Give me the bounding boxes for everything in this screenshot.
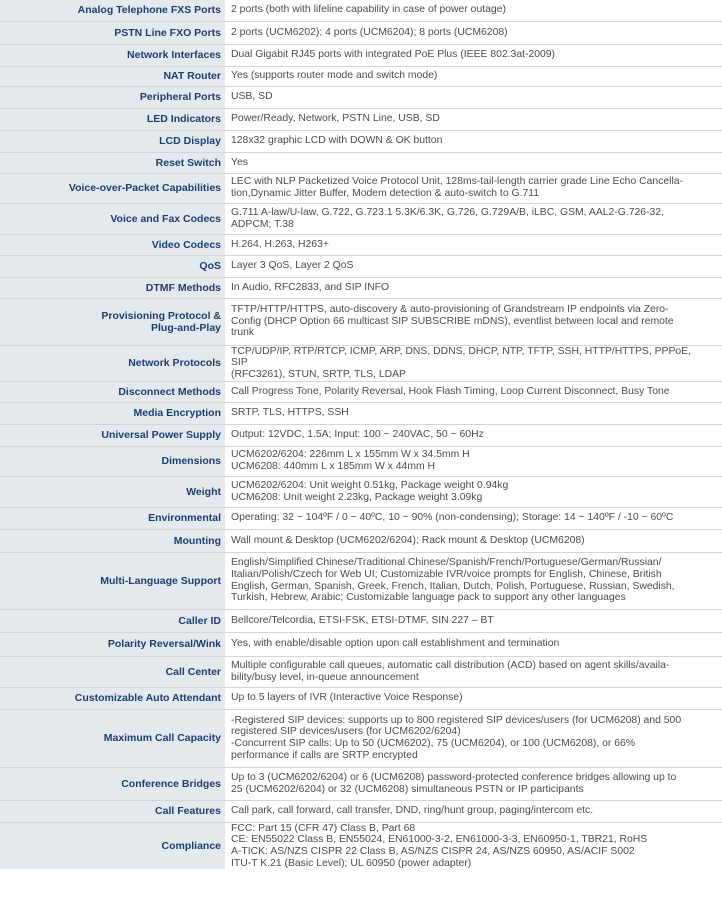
spec-label: DTMF Methods bbox=[0, 277, 225, 298]
spec-value: TCP/UDP/IP, RTP/RTCP, ICMP, ARP, DNS, DDNS, DHCP, NTP, TFTP, SSH, HTTP/HTTPS, PPPoE, SIP (RFC3261), STUN, SRTP, TLS, LDAP bbox=[225, 345, 722, 381]
spec-row bbox=[0, 656, 722, 687]
spec-value: Bellcore/Telcordia, ETSI-FSK, ETSI-DTMF, SIN 227 – BT bbox=[225, 609, 722, 632]
spec-row bbox=[0, 507, 722, 529]
spec-value: Up to 5 layers of IVR (Interactive Voice Response) bbox=[225, 687, 722, 709]
spec-row bbox=[0, 152, 722, 173]
spec-row bbox=[0, 632, 722, 656]
spec-row bbox=[0, 130, 722, 152]
spec-value: Call park, call forward, call transfer, DND, ring/hunt group, paging/intercom etc. bbox=[225, 800, 722, 822]
spec-row bbox=[0, 21, 722, 44]
spec-value: TFTP/HTTP/HTTPS, auto-discovery & auto-provisioning of Grandstream IP endpoints via Zero- Config (DHCP Option 66 multicast SIP SUBSCRIBE mDNS), eventlist between local and remote trunk bbox=[225, 298, 722, 345]
spec-label: Analog Telephone FXS Ports bbox=[0, 0, 225, 21]
spec-row bbox=[0, 66, 722, 86]
spec-value: In Audio, RFC2833, and SIP INFO bbox=[225, 277, 722, 298]
spec-label: Peripheral Ports bbox=[0, 86, 225, 108]
spec-row bbox=[0, 476, 722, 507]
spec-row bbox=[0, 424, 722, 446]
spec-value: Power/Ready, Network, PSTN Line, USB, SD bbox=[225, 108, 722, 130]
spec-label: Voice and Fax Codecs bbox=[0, 203, 225, 234]
spec-label: NAT Router bbox=[0, 66, 225, 86]
spec-label: Compliance bbox=[0, 822, 225, 869]
spec-value: Yes (supports router mode and switch mode) bbox=[225, 66, 722, 86]
spec-row bbox=[0, 822, 722, 869]
spec-value: English/Simplified Chinese/Traditional Chinese/Spanish/French/Portuguese/German/Russian/ Italian/Polish/Czech for Web UI; Customizable IVR/voice prompts for English, Chinese, British English, German, Spanish, Greek, French, Italian, Dutch, Polish, Portuguese, Russian, Swedish, Turkish, Hebrew, Arabic; Customizable language pack to support any other languages bbox=[225, 552, 722, 609]
spec-label: Environmental bbox=[0, 507, 225, 529]
spec-row bbox=[0, 609, 722, 632]
spec-label: Conference Bridges bbox=[0, 767, 225, 800]
spec-value: UCM6202/6204: 226mm L x 155mm W x 34.5mm H UCM6208: 440mm L x 185mm W x 44mm H bbox=[225, 446, 722, 476]
spec-label: Voice-over-Packet Capabilities bbox=[0, 173, 225, 203]
spec-label: Call Center bbox=[0, 656, 225, 687]
spec-value: FCC: Part 15 (CFR 47) Class B, Part 68 CE: EN55022 Class B, EN55024, EN61000-3-2, EN61000-3-3, EN60950-1, TBR21, RoHS A-TICK: AS/NZS CISPR 22 Class B, AS/NZS CISPR 24, AS/NZS 60950, AS/ACIF S002 ITU-T K.21 (Basic Level); UL 60950 (power adapter) bbox=[225, 822, 722, 869]
spec-label: Weight bbox=[0, 476, 225, 507]
spec-row bbox=[0, 298, 722, 345]
spec-value: Output: 12VDC, 1.5A; Input: 100 ~ 240VAC, 50 ~ 60Hz bbox=[225, 424, 722, 446]
spec-value: Dual Gigabit RJ45 ports with integrated PoE Plus (IEEE 802.3at-2009) bbox=[225, 44, 722, 66]
spec-row bbox=[0, 173, 722, 203]
spec-row bbox=[0, 44, 722, 66]
spec-label: PSTN Line FXO Ports bbox=[0, 21, 225, 44]
spec-value: UCM6202/6204: Unit weight 0.51kg, Package weight 0.94kg UCM6208: Unit weight 2.23kg, Package weight 3.09kg bbox=[225, 476, 722, 507]
spec-row bbox=[0, 709, 722, 767]
spec-row bbox=[0, 234, 722, 255]
spec-label: Call Features bbox=[0, 800, 225, 822]
spec-label: Polarity Reversal/Wink bbox=[0, 632, 225, 656]
spec-label: Media Encryption bbox=[0, 402, 225, 424]
spec-value: Yes bbox=[225, 152, 722, 173]
spec-row bbox=[0, 381, 722, 402]
spec-value: Multiple configurable call queues, automatic call distribution (ACD) based on agent skills/availa- bility/busy level, in-queue announcement bbox=[225, 656, 722, 687]
spec-row bbox=[0, 446, 722, 476]
spec-value: Yes, with enable/disable option upon call establishment and termination bbox=[225, 632, 722, 656]
spec-value: Layer 3 QoS, Layer 2 QoS bbox=[225, 255, 722, 277]
spec-value: H.264, H.263, H263+ bbox=[225, 234, 722, 255]
spec-label: Network Protocols bbox=[0, 345, 225, 381]
spec-label: LCD Display bbox=[0, 130, 225, 152]
spec-row bbox=[0, 108, 722, 130]
spec-row bbox=[0, 800, 722, 822]
spec-row bbox=[0, 767, 722, 800]
spec-label: Provisioning Protocol & Plug-and-Play bbox=[0, 298, 225, 345]
spec-label: Disconnect Methods bbox=[0, 381, 225, 402]
spec-row bbox=[0, 687, 722, 709]
spec-value: Call Progress Tone, Polarity Reversal, Hook Flash Timing, Loop Current Disconnect, Busy Tone bbox=[225, 381, 722, 402]
spec-value: -Registered SIP devices: supports up to 800 registered SIP devices/users (for UCM6208) and 500 registered SIP devices/users (for UCM6202/6204) -Concurrent SIP calls: Up to 50 (UCM6202), 75 (UCM6204), or 100 (UCM6208), or 66% performance if calls are SRTP encrypted bbox=[225, 709, 722, 767]
spec-label: Multi-Language Support bbox=[0, 552, 225, 609]
spec-value: Wall mount & Desktop (UCM6202/6204); Rack mount & Desktop (UCM6208) bbox=[225, 529, 722, 552]
spec-row bbox=[0, 402, 722, 424]
spec-row bbox=[0, 0, 722, 21]
spec-label: Video Codecs bbox=[0, 234, 225, 255]
spec-value: G.711 A-law/U-law, G.722, G.723.1 5.3K/6.3K, G.726, G.729A/B, iLBC, GSM, AAL2-G.726-32, ADPCM; T.38 bbox=[225, 203, 722, 234]
spec-row bbox=[0, 529, 722, 552]
spec-label: QoS bbox=[0, 255, 225, 277]
spec-value: LEC with NLP Packetized Voice Protocol Unit, 128ms-tail-length carrier grade Line Echo Cancella- tion,Dynamic Jitter Buffer, Modem detection & auto-switch to G.711 bbox=[225, 173, 722, 203]
spec-value: SRTP, TLS, HTTPS, SSH bbox=[225, 402, 722, 424]
spec-row bbox=[0, 552, 722, 609]
spec-label: Network Interfaces bbox=[0, 44, 225, 66]
spec-label: Universal Power Supply bbox=[0, 424, 225, 446]
spec-label: Customizable Auto Attendant bbox=[0, 687, 225, 709]
spec-row bbox=[0, 345, 722, 381]
spec-row bbox=[0, 203, 722, 234]
spec-row bbox=[0, 255, 722, 277]
spec-value: Up to 3 (UCM6202/6204) or 6 (UCM6208) password-protected conference bridges allowing up to 25 (UCM6202/6204) or 32 (UCM6208) simultaneous PSTN or IP participants bbox=[225, 767, 722, 800]
spec-value: USB, SD bbox=[225, 86, 722, 108]
spec-value: 128x32 graphic LCD with DOWN & OK button bbox=[225, 130, 722, 152]
spec-value: Operating: 32 ~ 104ºF / 0 ~ 40ºC, 10 ~ 90% (non-condensing); Storage: 14 ~ 140ºF / -10 ~ 60ºC bbox=[225, 507, 722, 529]
spec-label: Dimensions bbox=[0, 446, 225, 476]
spec-value: 2 ports (both with lifeline capability in case of power outage) bbox=[231, 4, 506, 16]
spec-label: Caller ID bbox=[0, 609, 225, 632]
spec-label: Mounting bbox=[0, 529, 225, 552]
spec-label: Reset Switch bbox=[0, 152, 225, 173]
spec-row bbox=[0, 86, 722, 108]
spec-label: Maximum Call Capacity bbox=[0, 709, 225, 767]
spec-value: 2 ports (UCM6202); 4 ports (UCM6204); 8 ports (UCM6208) bbox=[225, 21, 722, 44]
spec-label: LED Indicators bbox=[0, 108, 225, 130]
spec-row bbox=[0, 277, 722, 298]
